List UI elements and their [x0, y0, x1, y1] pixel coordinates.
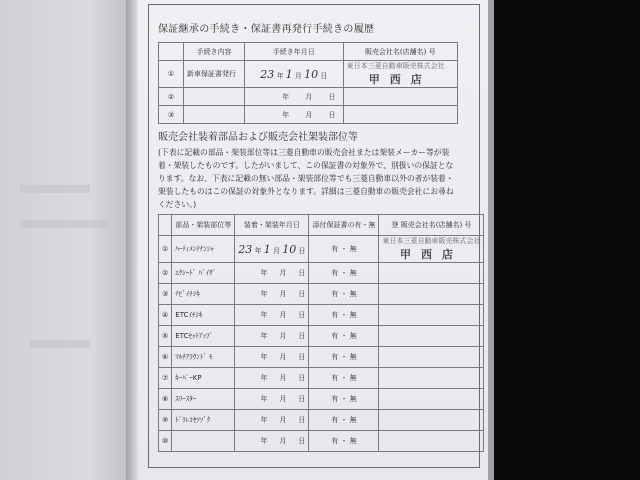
header-date: 手続き年月日 — [245, 43, 344, 61]
dealer-stamp: 東日本三菱自動車販売株式会社 甲西店 — [379, 236, 484, 263]
table-row — [159, 410, 484, 431]
row-date: 年 月 日 — [235, 326, 309, 347]
header-warranty: 添付保証書の有・無 — [309, 215, 379, 236]
parts-title: 販売会社装着部品および販売会社架装部位等 — [158, 132, 358, 143]
row-date: 年 月 日 — [235, 347, 309, 368]
row-date: 年 月 日 — [235, 389, 309, 410]
row-date: 23 年 1 月 10 日 — [235, 236, 309, 263]
history-header-row — [159, 43, 458, 61]
row-number: ① — [159, 236, 172, 263]
part-name: ﾊｰﾃｨﾒﾝﾃﾅﾝｼｬ — [172, 236, 235, 263]
dealer-cell — [379, 347, 484, 368]
table-row: ② 年 月 日 — [159, 88, 458, 106]
row-number: ③ — [159, 284, 172, 305]
dealer-cell — [379, 305, 484, 326]
part-name: ｴｸｼｰﾄﾞ ﾊﾞｲｻﾞ — [172, 263, 235, 284]
row-number: ⑦ — [159, 368, 172, 389]
warranty-choice: 有 ・ 無 — [309, 431, 379, 452]
warranty-choice: 有 ・ 無 — [309, 263, 379, 284]
page-edge — [488, 0, 494, 480]
table-row: ③ 年 月 日 — [159, 106, 458, 124]
warranty-choice: 有 ・ 無 — [309, 284, 379, 305]
row-number: ② — [159, 263, 172, 284]
faint-text-line — [30, 340, 90, 348]
part-name: ﾅﾋﾞｲﾁｼｷ — [172, 284, 235, 305]
row-date: 年 月 日 — [235, 263, 309, 284]
table-row — [159, 263, 484, 284]
table-row — [159, 305, 484, 326]
header-install-date: 装着・架装年月日 — [235, 215, 309, 236]
dealer-cell — [379, 326, 484, 347]
table-row — [159, 284, 484, 305]
warranty-choice: 有 ・ 無 — [309, 347, 379, 368]
parts-body — [159, 236, 484, 452]
header-content: 手続き内容 — [184, 43, 245, 61]
parts-table — [158, 214, 484, 452]
row-content: 新車保証書発行 — [184, 61, 245, 88]
table-row — [159, 236, 484, 263]
row-number: ④ — [159, 305, 172, 326]
row-number: ⑧ — [159, 389, 172, 410]
dealer-cell — [379, 284, 484, 305]
row-date: 年 月 日 — [235, 305, 309, 326]
row-date: 年 月 日 — [235, 431, 309, 452]
row-number: ⑨ — [159, 410, 172, 431]
faint-text-line — [20, 220, 110, 228]
parts-header-row — [159, 215, 484, 236]
part-name: ｽﾘｰｽﾀｰ — [172, 389, 235, 410]
warranty-choice: 有 ・ 無 — [309, 236, 379, 263]
header-num — [159, 43, 184, 61]
header-dealer: 登 販売会社名(店舗名) 号 — [379, 215, 484, 236]
header-part: 部品・架装部位等 — [172, 215, 235, 236]
row-number: ⑤ — [159, 326, 172, 347]
row-number: ⑩ — [159, 431, 172, 452]
history-table — [158, 42, 458, 124]
dealer-cell — [379, 368, 484, 389]
part-name: ETCｾｯﾄｱｯﾌﾟ — [172, 326, 235, 347]
table-row — [159, 326, 484, 347]
row-date: 23 年 1 月 10 日 — [245, 61, 344, 88]
warranty-choice: 有 ・ 無 — [309, 410, 379, 431]
table-row — [159, 389, 484, 410]
table-row: ① 新車保証書発行 23 年 1 月 10 日 東日本三菱自動車販売株式会社 甲西店 — [159, 61, 458, 88]
warranty-choice: 有 ・ 無 — [309, 326, 379, 347]
parts-paragraph: (下表に記載の部品・架装部位等は三菱自動車の販売会社または架装メーカー等が装着・架装したものです。したがいまして、この保証書の対象外で、別扱いの保証となります。なお、下表に記載の無い部品・架装部位等でも三菱自動車以外の者が装着・架装したものはこの保証の対象外となります。詳細は三菱自動車の販売会社にお尋ねください。) — [158, 148, 454, 209]
warranty-choice: 有 ・ 無 — [309, 305, 379, 326]
dealer-cell — [379, 389, 484, 410]
faint-text-line — [20, 185, 90, 193]
warranty-choice: 有 ・ 無 — [309, 389, 379, 410]
part-name — [172, 431, 235, 452]
row-date: 年 月 日 — [235, 410, 309, 431]
right-page — [138, 0, 490, 480]
dealer-cell — [379, 263, 484, 284]
dealer-cell — [379, 410, 484, 431]
header-company: 販売会社名(店舗名) 号 — [343, 43, 457, 61]
row-date: 年 月 日 — [235, 368, 309, 389]
row-date: 年 月 日 — [235, 284, 309, 305]
dealer-stamp: 東日本三菱自動車販売株式会社 甲西店 — [343, 61, 457, 88]
dealer-cell — [379, 431, 484, 452]
part-name: ETCｲﾁｼｷ — [172, 305, 235, 326]
table-row — [159, 368, 484, 389]
table-row — [159, 347, 484, 368]
history-title: 保証継承の手続き・保証書再発行手続きの履歴 — [158, 24, 375, 35]
part-name: ﾏﾙﾁｱﾗｳﾝﾄﾞ ﾓ — [172, 347, 235, 368]
part-name: ﾄﾞﾗﾚｺｾﾂｿﾞｸ — [172, 410, 235, 431]
table-row — [159, 431, 484, 452]
left-page — [0, 0, 128, 480]
row-number: ⑥ — [159, 347, 172, 368]
part-name: ｷｰﾊﾟｰKP — [172, 368, 235, 389]
warranty-choice: 有 ・ 無 — [309, 368, 379, 389]
